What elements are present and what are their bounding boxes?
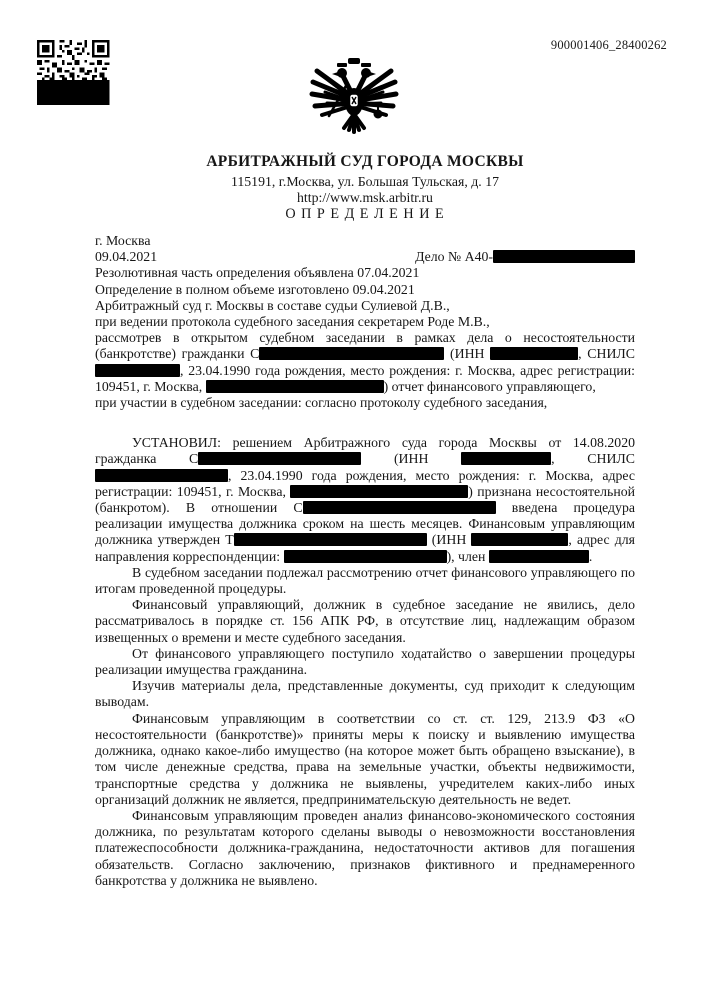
case-intro-paragraph: рассмотрев в открытом судебном заседании в рамках дела о несостоятельности (банкротстве) гражданки С (ИНН , СНИЛС , 23.04.1990 года рождения, место рождения: г. Москва, адрес регистрации: 109451, г. Москва, ) отчет финансового управляющего, [95,330,635,394]
document-body [95,233,635,889]
resolutive-part-line: Резолютивная часть определения объявлена 07.04.2021 [95,265,420,281]
redaction-bar [490,347,578,360]
document-scan-number: 900001406_28400262 [550,38,667,52]
secretary-line: при ведении протокола судебного заседания секретарем Роде М.В., [95,314,490,330]
redaction-bar [198,452,361,465]
case-number: Дело № А40- [415,249,635,265]
document-title: О П Р Е Д Е Л Е Н И Е [285,206,445,222]
paragraph-report-review: В судебном заседании подлежал рассмотрению отчет финансового управляющего по итогам проведенной процедуры. [95,564,635,597]
decision-date: 09.04.2021 [95,249,158,265]
city-line: г. Москва [95,233,151,248]
redaction-bar [95,364,180,377]
redaction-bar [95,469,228,482]
russia-coat-of-arms-icon [0,58,707,147]
redaction-bar [461,452,551,465]
attendance-line: при участии в судебном заседании: согласно протоколу судебного заседания, [95,395,548,411]
redaction-bar [259,347,444,360]
court-website: http://www.msk.arbitr.ru [297,190,433,205]
paragraph-ustanovil: УСТАНОВИЛ: решением Арбитражного суда города Москвы от 14.08.2020 гражданка С (ИНН , СНИЛС , 23.04.1990 года рождения, место рождения: г. Москва, адрес регистрации: 109451, г. Москва, ) признана несостоятельной (банкротом). В отношении С введена процедура реализации имущества должника сроком на шесть месяцев. Финансовым управляющим должника утвержден Т (ИНН , адрес для направления корреспонденции: ), член . [95,435,636,564]
paragraph-asset-search: Финансовым управляющим в соответствии со ст. ст. 129, 213.9 ФЗ «О несостоятельности (банкротстве)» приняты меры к поиску и выявлению имущества должника, однако какое-либо имущество (на которое может быть обращено взыскание), в том числе денежные средства, права на земельные участки, объекты недвижимости, транспортные средства у должника не выявлены, учредителем каких-либо иных организаций должник не является, предпринимательскую деятельность не ведет. [95,710,635,807]
date-case-row [95,249,635,265]
redaction-bar [489,550,589,563]
redaction-bar [471,533,568,546]
redaction-bar [290,485,468,498]
letterhead [95,152,635,223]
full-text-date-line: Определение в полном объеме изготовлено 09.04.2021 [95,281,415,297]
redaction-bar [284,550,447,563]
redaction-bar [234,533,427,546]
paragraph-financial-analysis: Финансовым управляющим проведен анализ финансово-экономического состояния должника, по результатам которого сделаны выводы о невозможности восстановления платежеспособности должника-гражданина, недостаточности активов для погашения обязательств. Согласно заключению, признаков фиктивного и преднамеренного банкротства у должника не выявлено. [95,807,635,888]
paragraph-absence: Финансовый управляющий, должник в судебное заседание не явились, дело рассматривалось в порядке ст. 156 АПК РФ, в отсутствие лиц, надлежащим образом извещенных о времени и месте судебного заседания. [95,597,635,645]
court-address: 115191, г.Москва, ул. Большая Тульская, д. 17 [230,174,500,189]
redaction-bar [493,250,635,263]
paragraph-motion: От финансового управляющего поступило ходатайство о завершении процедуры реализации имущества гражданина. [95,645,635,678]
judge-line: Арбитражный суд г. Москвы в составе судьи Сулиевой Д.В., [95,297,450,313]
redaction-bar [303,501,496,514]
redaction-bar [206,380,384,393]
paragraph-conclusions-intro: Изучив материалы дела, представленные документы, суд приходит к следующим выводам. [95,678,635,710]
court-name: АРБИТРАЖНЫЙ СУД ГОРОДА МОСКВЫ [206,153,524,170]
